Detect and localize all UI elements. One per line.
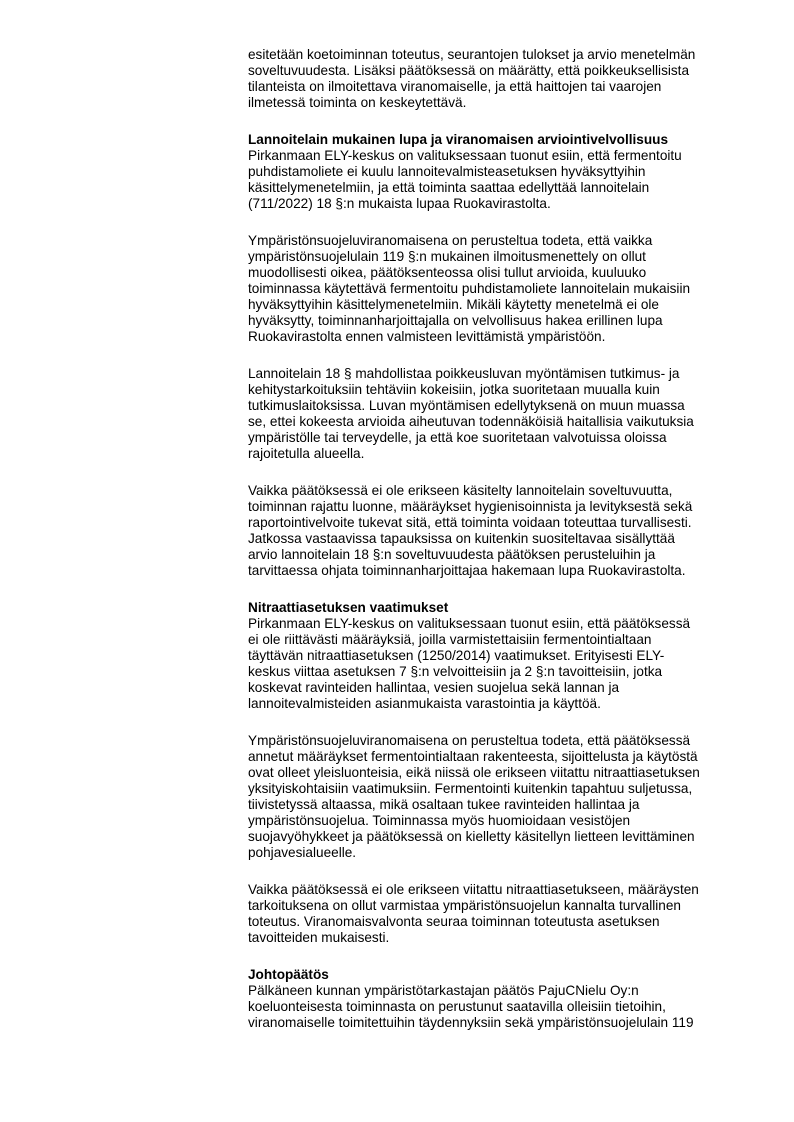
text-line: tavoitteiden mukaisesti. [248,930,390,945]
text-line: Pälkäneen kunnan ympäristötarkastajan päätös PajuCNielu Oy:n [248,983,639,998]
section-heading: Lannoitelain mukainen lupa ja viranomaisen arviointivelvollisuus [248,132,669,147]
text-line: käsittelymenetelmiin, ja että toiminta saattaa edellyttää lannoitelain [248,180,650,195]
text-line: hyväksytty, toiminnanharjoittajalla on velvollisuus hakea erillinen lupa [248,313,663,328]
text-line: Ympäristönsuojeluviranomaisena on perusteltua todeta, että vaikka [248,233,653,248]
text-line: rajoitetulla alueella. [248,446,365,461]
text-line: keskus viittaa asetuksen 7 §:n velvoitteisiin ja 2 §:n tavoitteisiin, jotka [248,664,663,679]
text-line: (711/2022) 18 §:n mukaista lupaa Ruokavirastolta. [248,196,551,211]
text-line: kehitystarkoituksiin tehtäviin kokeisiin, jotka suoritetaan muualla kuin [248,382,660,397]
text-line: pohjavesialueelle. [248,845,357,860]
body-paragraph [248,483,772,579]
text-line: hyväksyttyihin käsittelymenetelmiin. Mikäli käytetty menetelmä ei ole [248,297,659,312]
text-line: puhdistamoliete ei kuulu lannoitevalmisteasetuksen hyväksyttyihin [248,164,646,179]
text-line: se, ettei kokeesta arvioida aiheutuvan todennäköisiä haitallisia vaikutuksia [248,414,694,429]
text-line: suojavyöhykkeet ja päätöksessä on kielletty käsitellyn lietteen levittäminen [248,829,695,844]
text-line: Pirkanmaan ELY-keskus on valituksessaan tuonut esiin, että fermentoitu [248,148,682,163]
text-line: lannoitevalmisteiden asianmukaista varastointia ja käyttöä. [248,696,601,711]
text-line: koskevat ravinteiden hallintaa, vesien suojelua sekä lannan ja [248,680,620,695]
text-line: Jatkossa vastaavissa tapauksissa on kuitenkin suositeltavaa sisällyttää [248,531,675,546]
text-line: esitetään koetoiminnan toteutus, seurantojen tulokset ja arvio menetelmän [248,47,696,62]
text-line: koeluonteisesta toiminnasta on perustunut saatavilla olleisiin tietoihin, [248,999,666,1014]
text-line: arvio lannoitelain 18 §:n soveltuvuudesta päätöksen perusteluihin ja [248,547,656,562]
text-line: Ympäristönsuojeluviranomaisena on perusteltua todeta, että päätöksessä [248,733,691,748]
text-line: yksityiskohtaisiin vaatimuksiin. Fermentointi kuitenkin tapahtuu suljetussa, [248,781,693,796]
text-line: toiminnan rajattu luonne, määräykset hygienisoinnista ja levityksestä sekä [248,499,693,514]
body-paragraph [248,233,772,345]
section-heading: Johtopäätös [248,967,329,982]
text-line: tiivistetyssä altaassa, mikä osaltaan tukee ravinteiden hallintaa ja [248,797,640,812]
body-paragraph [248,882,772,946]
text-line: muodollisesti oikea, päätöksenteossa olisi tullut arvioida, kuuluuko [248,265,647,280]
text-line: ilmetessä toiminta on keskeytettävä. [248,95,467,110]
text-line: Lannoitelain 18 § mahdollistaa poikkeusluvan myöntämisen tutkimus- ja [248,366,680,381]
text-line: täyttävän nitraattiasetuksen (1250/2014) vaatimukset. Erityisesti ELY- [248,648,665,663]
text-line: tarvittaessa ohjata toiminnanharjoittajaa hakemaan lupa Ruokavirastolta. [248,563,686,578]
text-line: Ruokavirastolta ennen valmisteen levittämistä ympäristöön. [248,329,606,344]
text-line: ympäristölle tai terveydelle, ja että koe suoritetaan valvotuissa oloissa [248,430,667,445]
text-line: ympäristönsuojelulain 119 §:n mukainen ilmoitusmenettely on ollut [248,249,646,264]
text-line: tilanteista on ilmoitettava viranomaiselle, ja että haittojen tai vaarojen [248,79,662,94]
text-line: tarkoituksena on ollut varmistaa ympäristönsuojelun kannalta turvallinen [248,898,681,913]
body-paragraph [248,366,772,462]
text-line: raportointivelvoite tukevat sitä, että toiminta voidaan toteuttaa turvallisesti. [248,515,692,530]
body-paragraph [248,616,772,712]
body-paragraph [248,983,772,1031]
text-line: toiminnassa käytettävä fermentoitu puhdistamoliete lannoitelain mukaisiin [248,281,691,296]
body-paragraph [248,148,772,212]
text-line: soveltuvuudesta. Lisäksi päätöksessä on määrätty, että poikkeuksellisista [248,63,690,78]
body-paragraph [248,733,772,861]
document-content [248,47,772,1031]
text-line: ympäristönsuojelua. Toiminnassa myös huomioidaan vesistöjen [248,813,631,828]
text-line: tutkimuslaitoksissa. Luvan myöntämisen edellytyksenä on muun muassa [248,398,685,413]
text-line: toteutus. Viranomaisvalvonta seuraa toiminnan toteutusta asetuksen [248,914,660,929]
text-line: Vaikka päätöksessä ei ole erikseen viitattu nitraattiasetukseen, määräysten [248,882,699,897]
section-heading: Nitraattiasetuksen vaatimukset [248,600,449,615]
text-line: viranomaiselle toimitettuihin täydennyksiin sekä ympäristönsuojelulain 119 [248,1015,694,1030]
body-paragraph [248,47,772,111]
text-line: annetut määräykset fermentointialtaan rakenteesta, sijoittelusta ja käytöstä [248,749,698,764]
text-line: ovat olleet yleisluonteisia, eikä niissä ole erikseen viitattu nitraattiasetuksen [248,765,700,780]
text-line: Vaikka päätöksessä ei ole erikseen käsitelty lannoitelain soveltuvuutta, [248,483,673,498]
text-line: Pirkanmaan ELY-keskus on valituksessaan tuonut esiin, että päätöksessä [248,616,691,631]
text-line: ei ole riittävästi määräyksiä, joilla varmistettaisiin fermentointialtaan [248,632,652,647]
